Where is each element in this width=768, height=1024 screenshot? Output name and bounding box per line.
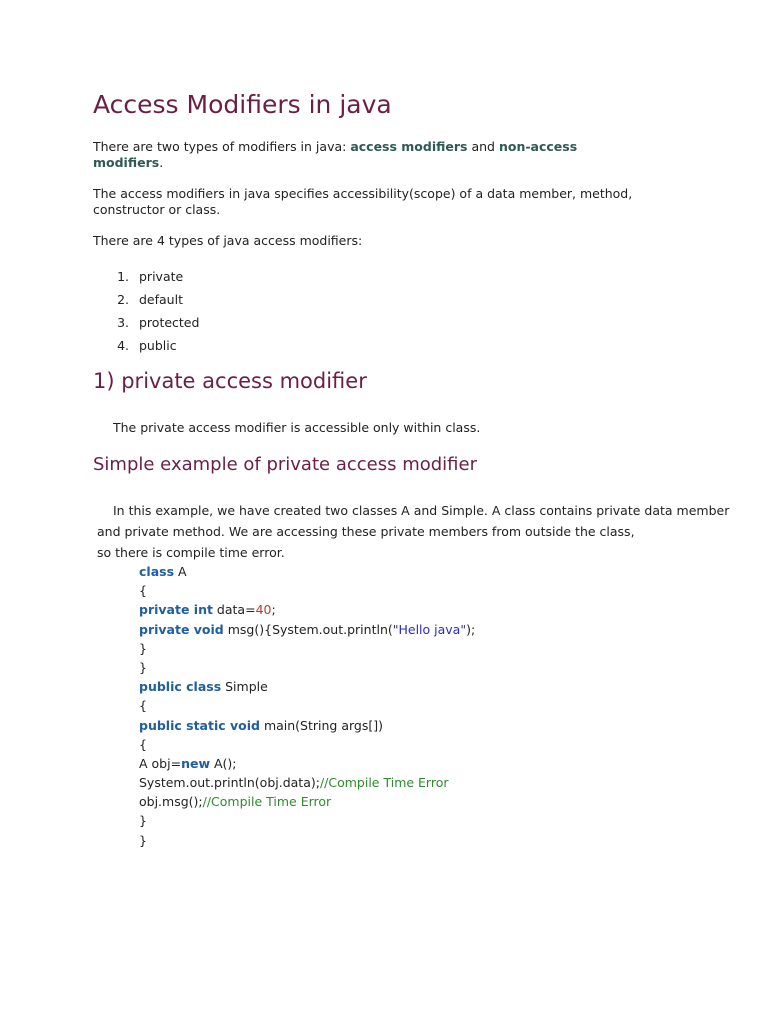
non-access-link-part1[interactable]: non-access [498,139,578,154]
code-line: { [139,736,147,752]
code-number: 40 [255,602,272,618]
example-line-3: so there is compile time error. [97,545,285,560]
list-number: 3. [117,315,129,330]
code-comment: //Compile Time Error [202,794,332,810]
list-item [93,314,393,337]
code-line: } [139,813,147,829]
list-item [93,291,393,314]
list-number: 2. [117,292,129,307]
code-string: "Hello java" [392,621,467,637]
code-keyword: class [139,564,175,579]
non-access-link-part2[interactable]: modifiers [93,155,160,170]
description-paragraph: The access modifiers in java specifies accessibility(scope) of a data member, method, constructor or class. [93,186,633,217]
code-line [139,677,639,696]
code-line: { [139,698,147,714]
code-text: A [174,564,187,579]
example-line-2: and private method. We are accessing these private members from outside the class, [97,524,635,539]
code-line [139,600,639,619]
intro-prefix: There are two types of modifiers in java: [93,139,351,154]
code-line: } [139,640,147,656]
code-line [139,716,639,735]
code-line: } [139,832,147,848]
code-line [139,620,639,639]
code-line: } [139,659,147,675]
code-text: data= [212,602,256,618]
intro-middle: and [467,139,499,154]
list-label: private [139,269,184,284]
list-item [93,337,393,360]
code-keyword: new [181,755,210,771]
intro-suffix: . [159,155,164,170]
code-keyword: public static void [139,717,260,733]
list-label: protected [139,315,200,330]
code-text: A(); [210,755,237,771]
code-keyword: private void [139,621,224,637]
code-block [139,562,639,850]
section-heading-private: 1) private access modifier [93,369,367,393]
modifiers-list [93,268,393,360]
example-description [97,500,757,563]
code-keyword: public class [139,679,222,695]
code-text: ); [466,621,476,637]
list-label: default [139,292,183,307]
example-heading: Simple example of private access modifier [93,454,477,475]
code-text: System.out.println(obj.data); [139,775,320,791]
code-keyword: private int [139,602,213,618]
code-line: { [139,583,147,599]
list-number: 1. [117,269,129,284]
code-line [139,773,639,792]
private-description: The private access modifier is accessible only within class. [113,420,481,435]
example-line-1: In this example, we have created two classes A and Simple. A class contains private data member [113,503,730,518]
code-line [139,792,639,811]
list-label: public [139,338,177,353]
intro-paragraph [93,139,633,171]
types-intro-paragraph: There are 4 types of java access modifiers: [93,233,363,248]
code-comment: //Compile Time Error [319,775,449,791]
code-text: main(String args[]) [259,717,383,733]
code-line [139,754,639,773]
code-text: A obj= [139,755,182,771]
code-text: msg(){System.out.println( [223,621,393,637]
code-text: ; [271,602,276,618]
list-item [93,268,393,291]
code-line [139,562,639,581]
access-modifiers-link[interactable]: access modifiers [350,139,468,154]
code-text: Simple [221,679,268,695]
code-text: obj.msg(); [139,794,203,810]
list-number: 4. [117,338,129,353]
page-title: Access Modifiers in java [93,90,392,119]
